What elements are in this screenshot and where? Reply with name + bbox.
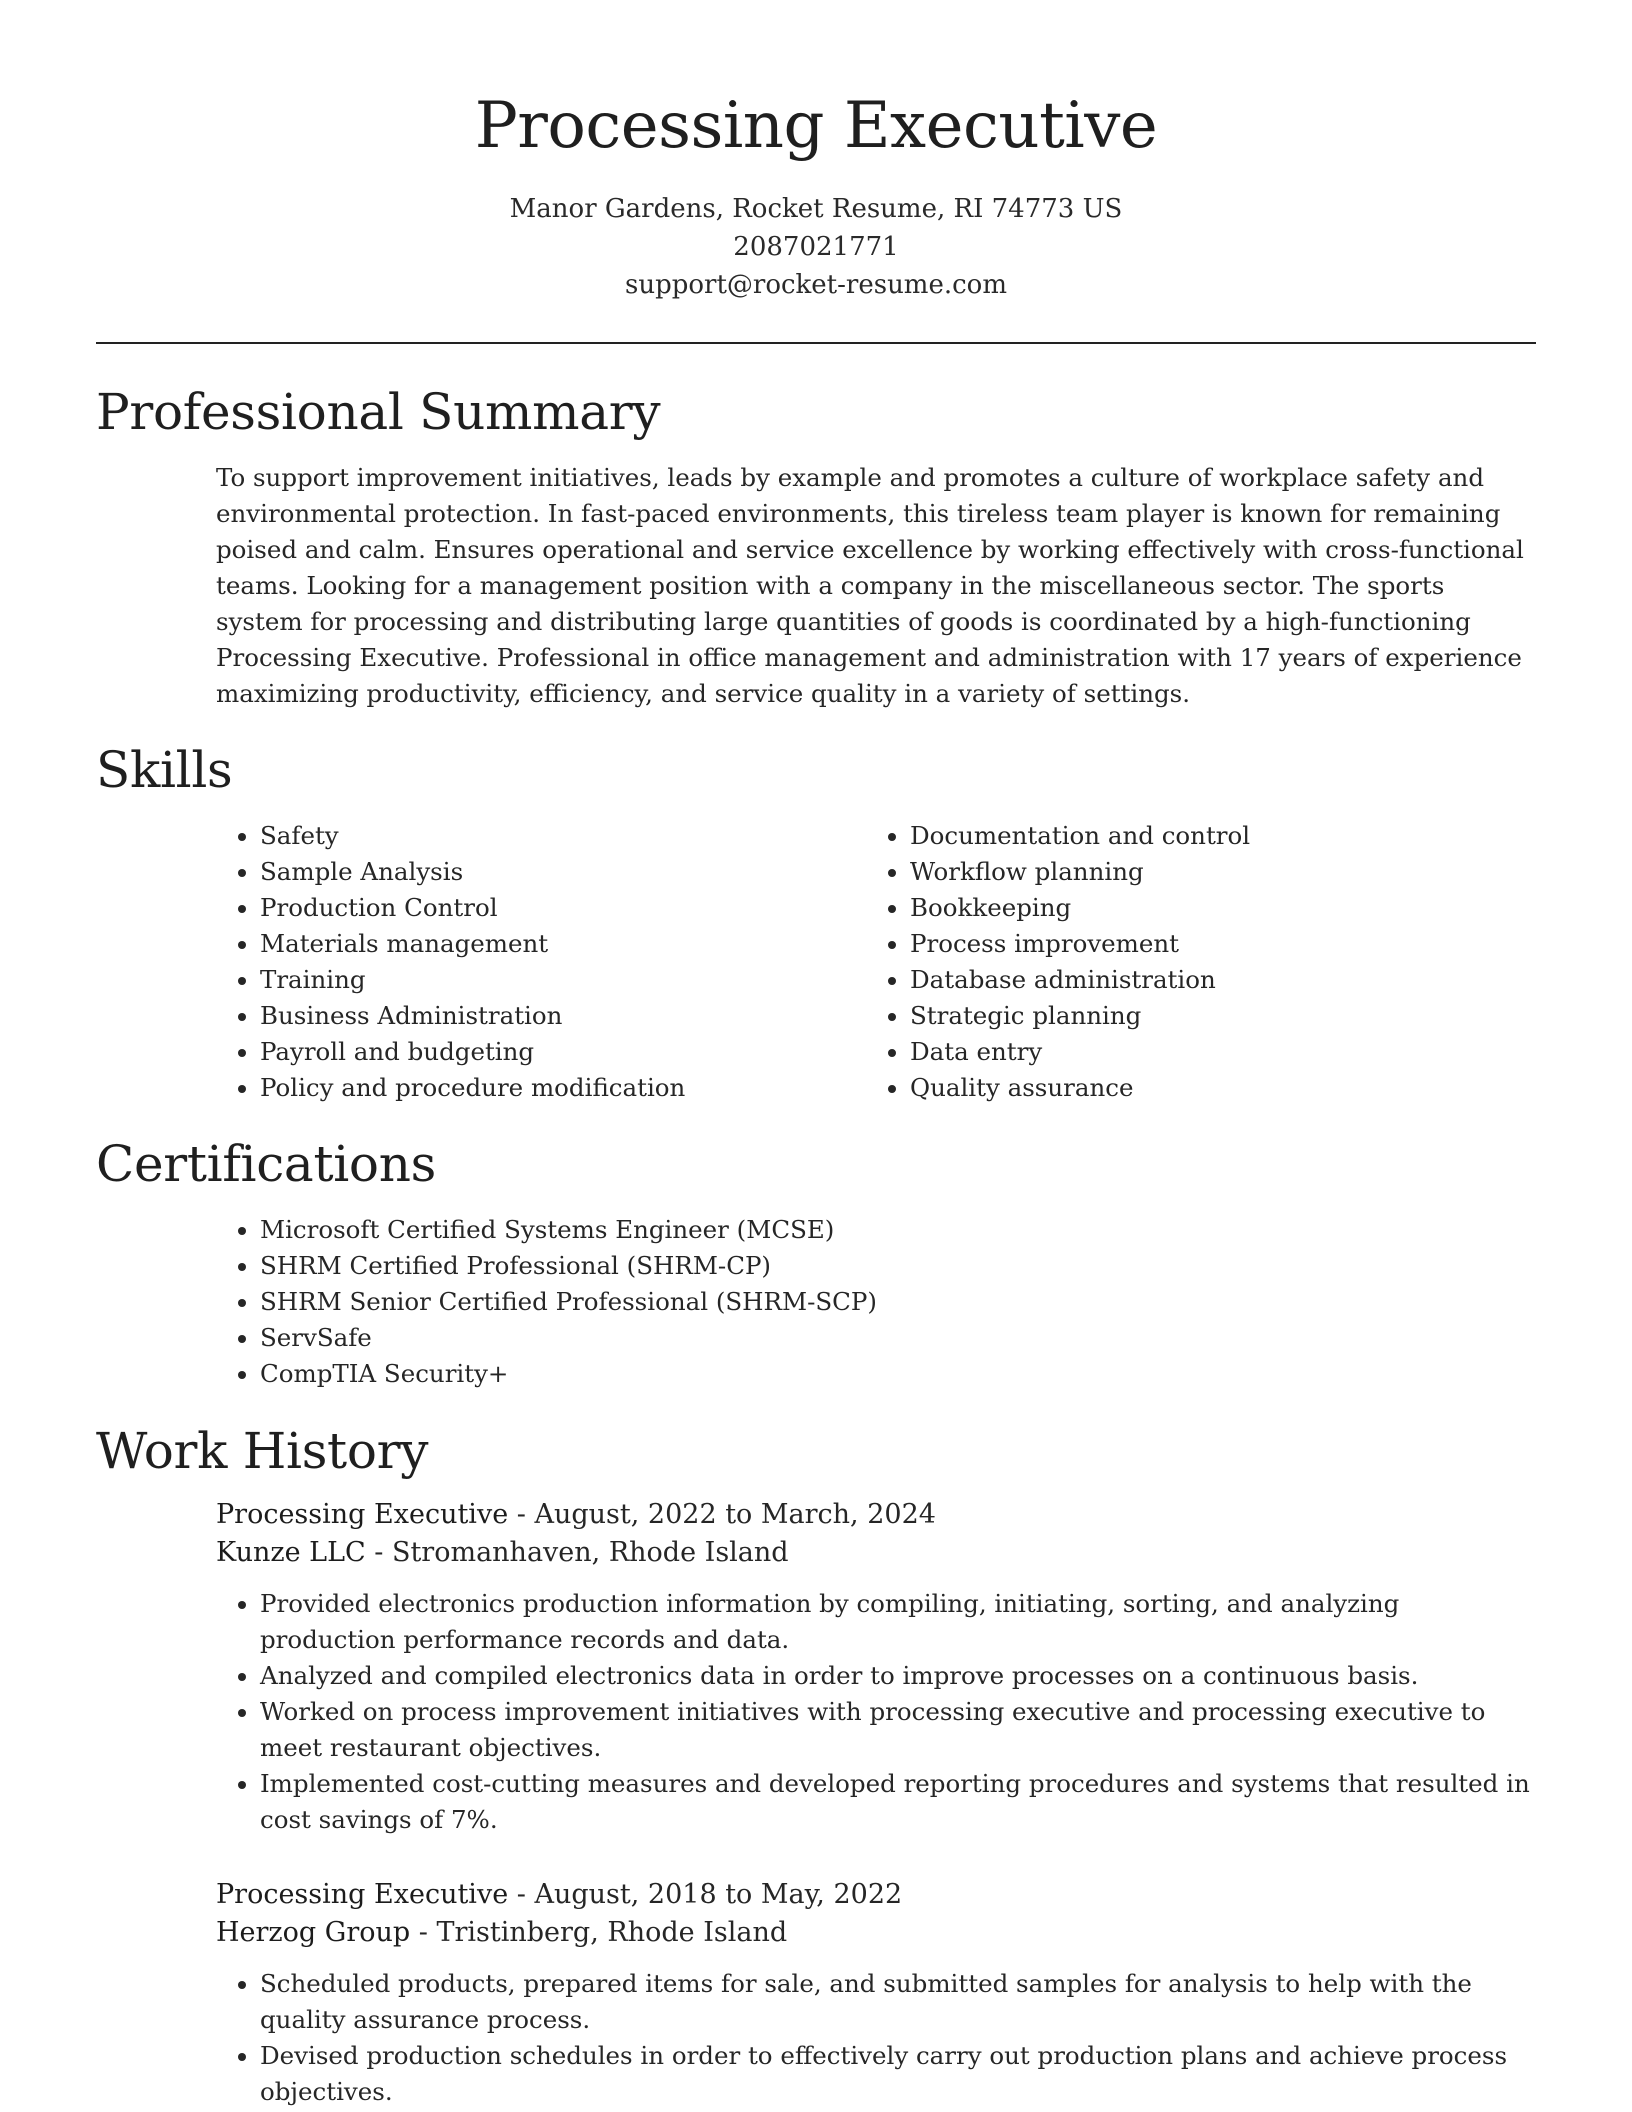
skills-column-right — [866, 818, 1506, 1106]
work-history-heading: Work History — [96, 1422, 429, 1480]
list-item: • Bookkeeping — [910, 890, 1506, 926]
contact-info — [0, 190, 1632, 304]
list-item: • Documentation and control — [910, 818, 1506, 854]
job-title-line — [216, 1496, 1536, 1534]
list-item: • Provided electronics production information by compiling, initiating, sorting, and analyzing production performance records and data. — [260, 1586, 1536, 1658]
header-divider — [96, 342, 1536, 344]
job-title-line — [216, 1876, 1536, 1914]
list-item: • Policy and procedure modification — [260, 1070, 856, 1106]
candidate-name: Processing Executive — [474, 89, 1158, 163]
list-item: • SHRM Certified Professional (SHRM-CP) — [260, 1248, 1536, 1284]
list-item: • Training — [260, 962, 856, 998]
phone: 2087021771 — [733, 232, 899, 262]
list-item: • Workflow planning — [910, 854, 1506, 890]
job-dates: - August, 2022 to March, 2024 — [508, 1499, 936, 1530]
list-item: • Implemented cost-cutting measures and developed reporting procedures and systems that resulted in cost savings of 7%. — [260, 1766, 1536, 1838]
skills-list-right — [866, 818, 1506, 1106]
job-company-line — [216, 1534, 1536, 1572]
list-item: • Business Administration — [260, 998, 856, 1034]
list-item: • Quality assurance — [910, 1070, 1506, 1106]
list-item: • Strategic planning — [910, 998, 1506, 1034]
list-item: • CompTIA Security+ — [260, 1356, 1536, 1392]
list-item: • Microsoft Certified Systems Engineer (MCSE) — [260, 1212, 1536, 1248]
summary-text: To support improvement initiatives, leads by example and promotes a culture of workplace safety and environmental protection. In fast-paced environments, this tireless team player is known for remaining poised and calm. Ensures operational and service excellence by working effectively with cross-functional teams. Looking for a management position with a company in the miscellaneous sector. The sports system for processing and distributing large quantities of goods is coordinated by a high-functioning Processing Executive. Professional in office management and administration with 17 years of experience maximizing productivity, efficiency, and service quality in a variety of settings. — [216, 463, 1524, 708]
list-item: • Materials management — [260, 926, 856, 962]
skills-list-left — [216, 818, 856, 1106]
list-item: • Database administration — [910, 962, 1506, 998]
certifications-list — [216, 1212, 1536, 1392]
summary-heading: Professional Summary — [96, 383, 661, 441]
job-entry — [216, 1496, 1536, 1838]
list-item: • Analyzed and compiled electronics data in order to improve processes on a continuous basis. — [260, 1658, 1536, 1694]
list-item: • Sample Analysis — [260, 854, 856, 890]
skills-heading: Skills — [96, 741, 233, 799]
job-location: - Stromanhaven, Rhode Island — [365, 1537, 789, 1568]
list-item: • Production Control — [260, 890, 856, 926]
job-company: Kunze LLC — [216, 1537, 366, 1568]
job-bullets — [216, 1966, 1536, 2110]
job-bullets — [216, 1586, 1536, 1838]
skills-column-left — [216, 818, 856, 1106]
address: Manor Gardens, Rocket Resume, RI 74773 US — [509, 194, 1123, 224]
job-title: Processing Executive — [216, 1879, 509, 1910]
list-item: • Worked on process improvement initiatives with processing executive and processing executive to meet restaurant objectives. — [260, 1694, 1536, 1766]
job-company: Herzog Group — [216, 1917, 411, 1948]
email: support@rocket-resume.com — [624, 270, 1007, 300]
list-item: • Devised production schedules in order to effectively carry out production plans and achieve process objectives. — [260, 2038, 1536, 2110]
list-item: • Safety — [260, 818, 856, 854]
list-item: • Data entry — [910, 1034, 1506, 1070]
resume-header — [0, 82, 1632, 304]
list-item: • ServSafe — [260, 1320, 1536, 1356]
list-item: • SHRM Senior Certified Professional (SHRM-SCP) — [260, 1284, 1536, 1320]
list-item: • Scheduled products, prepared items for sale, and submitted samples for analysis to help with the quality assurance process. — [260, 1966, 1536, 2038]
job-company-line — [216, 1914, 1536, 1952]
job-location: - Tristinberg, Rhode Island — [410, 1917, 788, 1948]
job-dates: - August, 2018 to May, 2022 — [508, 1879, 903, 1910]
job-entry — [216, 1876, 1536, 2110]
list-item: • Process improvement — [910, 926, 1506, 962]
job-title: Processing Executive — [216, 1499, 509, 1530]
certifications-heading: Certifications — [96, 1135, 436, 1193]
list-item: • Payroll and budgeting — [260, 1034, 856, 1070]
certifications-block — [216, 1212, 1536, 1392]
